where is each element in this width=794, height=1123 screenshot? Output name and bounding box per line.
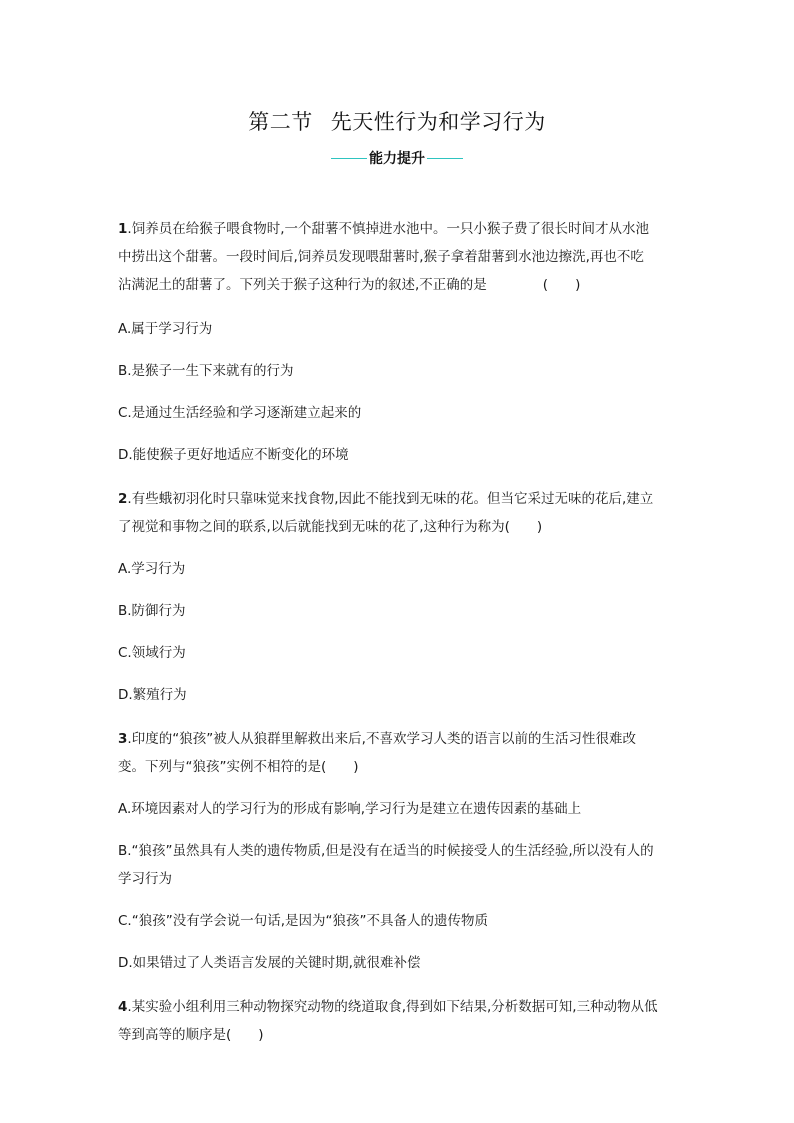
- section-title: 先天性行为和学习行为: [330, 110, 546, 134]
- answer-blank: ( ): [542, 277, 581, 293]
- question-2-line-1: 2.有些蛾初羽化时只靠味觉来找食物,因此不能找到无味的花。但当它采过无味的花后,建立: [118, 491, 654, 507]
- question-3-option-d: D.如果错过了人类语言发展的关键时期,就很难补偿: [118, 955, 421, 971]
- left-rule: [331, 158, 367, 159]
- question-number: 1: [118, 221, 128, 237]
- question-2-option-d: D.繁殖行为: [118, 687, 187, 703]
- question-1-option-c: C.是通过生活经验和学习逐渐建立起来的: [118, 405, 362, 421]
- question-4-line-2: 等到高等的顺序是( ): [118, 1027, 264, 1043]
- question-2-option-c: C.领域行为: [118, 645, 186, 661]
- section-subtitle: [0, 148, 794, 168]
- question-number: 2: [118, 491, 128, 507]
- question-1-option-b: B.是猴子一生下来就有的行为: [118, 363, 294, 379]
- question-3-option-c: C.“狼孩”没有学会说一句话,是因为“狼孩”不具备人的遗传物质: [118, 913, 488, 929]
- question-2-line-2: 了视觉和事物之间的联系,以后就能找到无味的花了,这种行为称为( ): [118, 519, 543, 535]
- question-3-option-b-line-2: 学习行为: [118, 871, 172, 887]
- question-1-line-1: 1.饲养员在给猴子喂食物时,一个甜薯不慎掉进水池中。一只小猴子费了很长时间才从水池: [118, 221, 649, 237]
- question-4-line-1: 4.某实验小组利用三种动物探究动物的绕道取食,得到如下结果,分析数据可知,三种动物从低: [118, 999, 658, 1015]
- question-3-option-a: A.环境因素对人的学习行为的形成有影响,学习行为是建立在遗传因素的基础上: [118, 801, 582, 817]
- question-1-option-a: A.属于学习行为: [118, 321, 213, 337]
- section-number: 第二节: [248, 110, 313, 134]
- page-title: [0, 106, 794, 136]
- right-rule: [427, 158, 463, 159]
- question-1-line-2: 中捞出这个甜薯。一段时间后,饲养员发现喂甜薯时,猴子拿着甜薯到水池边擦洗,再也不吃: [118, 249, 644, 265]
- question-number: 4: [118, 999, 128, 1015]
- question-number: 3: [118, 731, 128, 747]
- question-1-option-d: D.能使猴子更好地适应不断变化的环境: [118, 447, 349, 463]
- question-2-option-a: A.学习行为: [118, 561, 186, 577]
- subtitle-text: 能力提升: [369, 151, 425, 167]
- question-3-option-b-line-1: B.“狼孩”虽然具有人类的遗传物质,但是没有在适当的时候接受人的生活经验,所以没有人的: [118, 843, 654, 859]
- question-2-option-b: B.防御行为: [118, 603, 186, 619]
- question-3-line-2: 变。下列与“狼孩”实例不相符的是( ): [118, 759, 359, 775]
- question-1-line-3: 沾满泥土的甜薯了。下列关于猴子这种行为的叙述,不正确的是 ( ): [118, 277, 581, 293]
- question-3-line-1: 3.印度的“狼孩”被人从狼群里解救出来后,不喜欢学习人类的语言以前的生活习性很难改: [118, 731, 636, 747]
